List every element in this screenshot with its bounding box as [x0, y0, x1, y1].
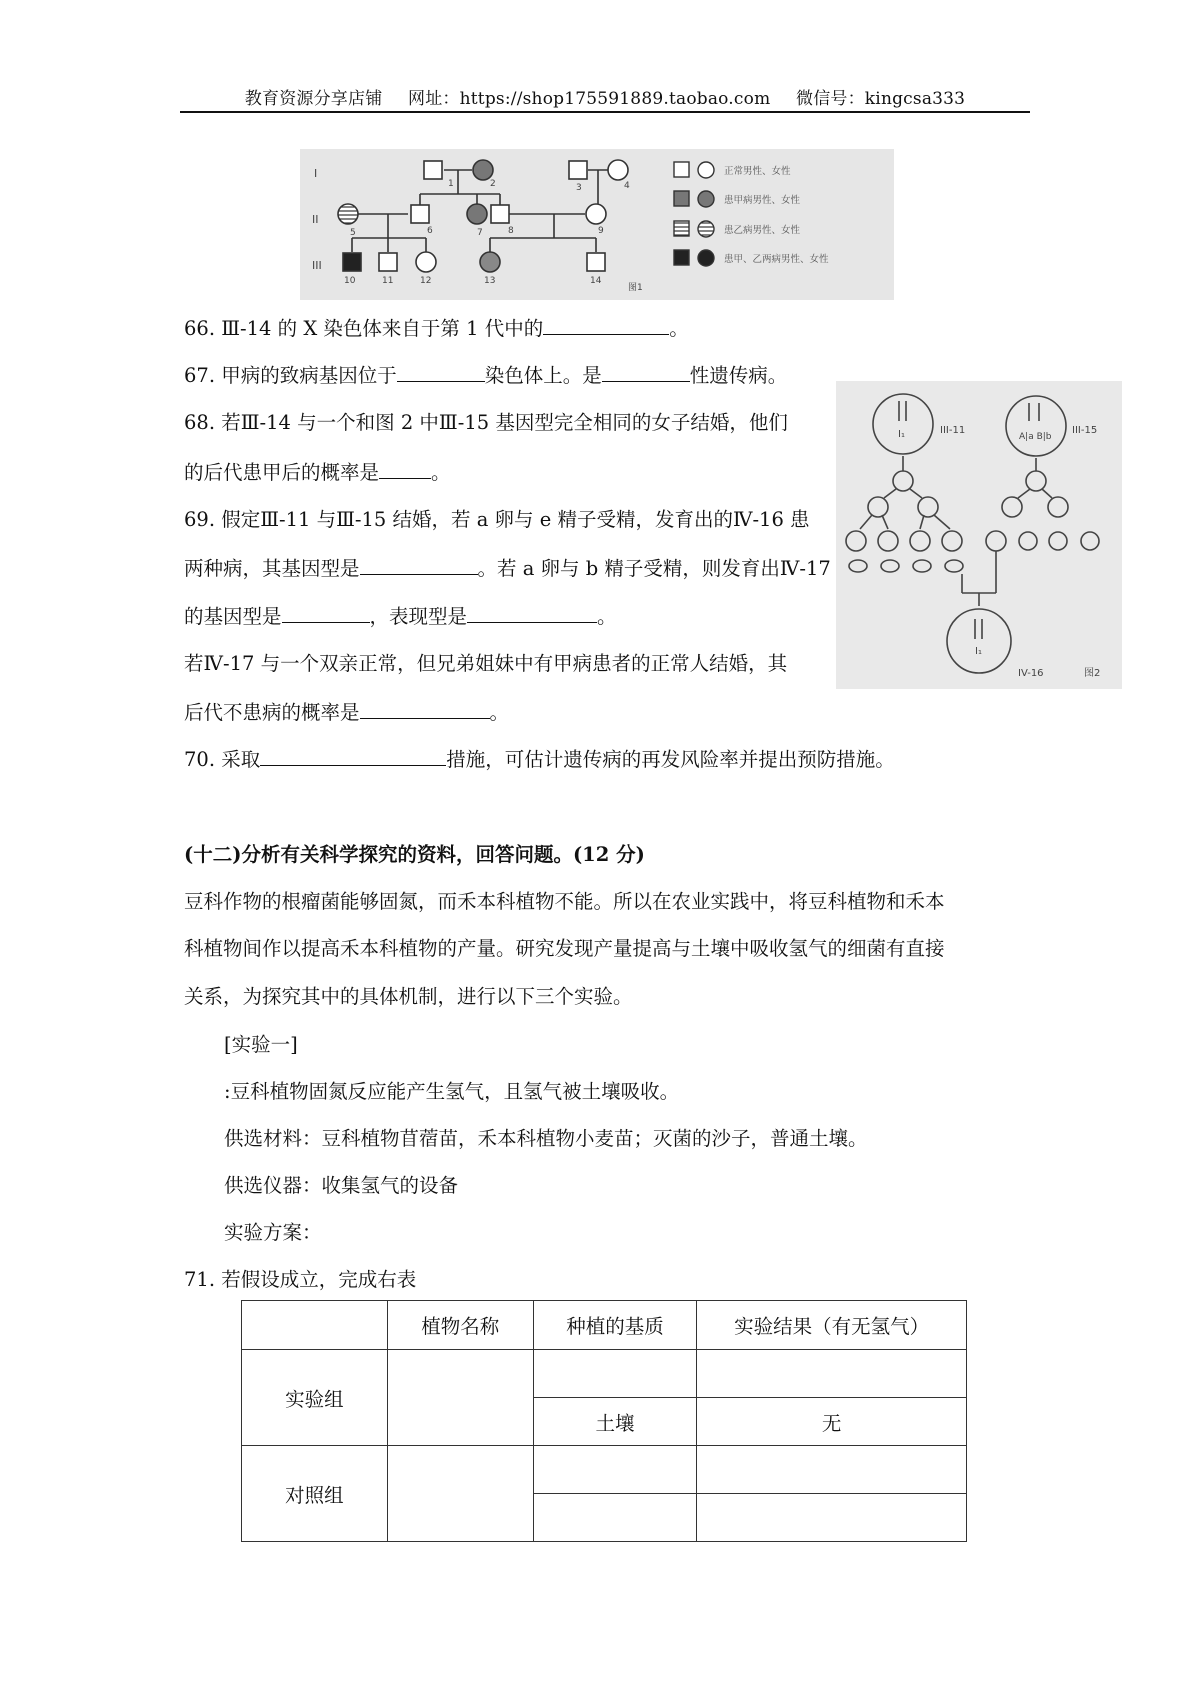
question-69-line2	[184, 554, 831, 583]
q69-text-1: 两种病，其基因型是	[184, 557, 360, 580]
q69-text-5: 。	[597, 605, 617, 628]
materials: 供选材料：豆科植物苜蓿苗，禾本科植物小麦苗；灭菌的沙子，普通土壤。	[224, 1127, 868, 1150]
q66-text: 66. Ⅲ-14 的 X 染色体来自于第 1 代中的	[184, 317, 544, 340]
table-header-plant: 植物名称	[387, 1301, 533, 1350]
q69-end: 。	[489, 701, 510, 724]
instruments: 供选仪器：收集氢气的设备	[224, 1174, 459, 1197]
q69-blank-phenotype-17[interactable]	[467, 602, 597, 623]
table-header-row	[242, 1301, 967, 1350]
q67-blank-2[interactable]	[602, 361, 690, 382]
legend-both: 患甲、乙两病男性、女性	[724, 254, 829, 265]
header-url: 网址：https://shop175591889.taobao.com	[408, 89, 771, 109]
section-12-para-1: 豆科作物的根瘤菌能够固氮，而禾本科植物不能。所以在农业实践中，将豆科植物和禾本	[184, 890, 945, 913]
figure1-caption: 图1	[628, 283, 643, 293]
section-12-para-2: 科植物间作以提高禾本科植物的产量。研究发现产量提高与土壤中吸收氢气的细菌有直接	[184, 937, 945, 960]
question-67	[184, 361, 787, 390]
q69-blank-genotype-17[interactable]	[282, 602, 370, 623]
q68-blank[interactable]	[379, 458, 431, 479]
member-6: 6	[427, 226, 433, 236]
question-69-line3	[184, 602, 617, 631]
member-1: 1	[448, 179, 454, 189]
question-68-line2	[184, 458, 451, 487]
q67-blank-1[interactable]	[397, 361, 485, 382]
table-row	[242, 1446, 967, 1494]
question-69-line4: 若Ⅳ-17 与一个双亲正常，但兄弟姐妹中有甲病患者的正常人结婚，其	[184, 652, 788, 675]
section-12-para-3: 关系，为探究其中的具体机制，进行以下三个实验。	[184, 985, 633, 1008]
gen-label-1: I	[314, 167, 318, 180]
fig2-caption: 图2	[1084, 668, 1101, 679]
q67-text-3: 性遗传病。	[689, 364, 788, 387]
table-row	[242, 1350, 967, 1398]
q68-end: 。	[431, 461, 451, 484]
q67-text-2: 染色体上。是	[484, 364, 602, 387]
member-8: 8	[508, 226, 514, 236]
gamete-diagram	[836, 381, 1122, 689]
experiment-table	[241, 1300, 967, 1542]
exp-substrate-cell-2: 土壤	[533, 1398, 697, 1446]
legend-disease-b: 患乙病男性、女性	[724, 225, 801, 236]
legend-disease-a: 患甲病男性、女性	[724, 195, 801, 206]
ctrl-substrate-cell-2[interactable]	[533, 1494, 697, 1542]
table-header-corner	[242, 1301, 388, 1350]
page-header	[180, 84, 1030, 109]
pedigree-figure	[300, 149, 894, 300]
hypothesis: :豆科植物固氮反应能产生氢气，且氢气被土壤吸收。	[224, 1080, 680, 1103]
ctrl-substrate-cell-1[interactable]	[533, 1446, 697, 1494]
q66-end: 。	[669, 317, 689, 340]
question-71: 71. 若假设成立，完成右表	[184, 1268, 417, 1291]
q70-blank[interactable]	[260, 745, 446, 766]
gen-label-3: III	[312, 259, 322, 272]
table-header-substrate: 种植的基质	[533, 1301, 697, 1350]
section-12-title: (十二)分析有关科学探究的资料，回答问题。(12 分)	[184, 843, 645, 866]
ctrl-result-cell-2[interactable]	[697, 1494, 967, 1542]
q68-text: 的后代患甲后的概率是	[184, 461, 380, 484]
q69-text-3: 的基因型是	[184, 605, 282, 628]
group-experimental: 实验组	[242, 1350, 388, 1446]
q69-text-2: 。若 a 卵与 b 精子受精，则发育出Ⅳ-17	[477, 557, 831, 580]
member-10: 10	[344, 276, 356, 286]
header-rule	[180, 111, 1030, 113]
q69-blank-genotype[interactable]	[360, 554, 478, 575]
question-70	[184, 745, 895, 774]
table-header-result: 实验结果（有无氢气）	[697, 1301, 967, 1350]
member-12: 12	[420, 276, 432, 286]
exp-result-cell-1[interactable]	[697, 1350, 967, 1398]
member-7: 7	[477, 228, 483, 238]
fig2-child-genes: I₁	[975, 646, 982, 657]
question-66	[184, 314, 689, 343]
q70-text-2: 措施，可估计遗传病的再发风险率并提出预防措施。	[446, 748, 895, 771]
question-68-line1: 68. 若Ⅲ-14 与一个和图 2 中Ⅲ-15 基因型完全相同的女子结婚，他们	[184, 411, 788, 434]
fig2-right-genes: A|a B|b	[1019, 432, 1052, 442]
fig2-label-left: III-11	[940, 425, 966, 436]
question-69-line5	[184, 698, 509, 727]
ctrl-result-cell-1[interactable]	[697, 1446, 967, 1494]
fig2-label-bottom: IV-16	[1018, 668, 1044, 679]
member-5: 5	[350, 228, 356, 238]
legend-normal: 正常男性、女性	[724, 166, 791, 177]
q69-text-6: 后代不患病的概率是	[184, 701, 360, 724]
member-2: 2	[490, 179, 496, 189]
member-4: 4	[624, 181, 630, 191]
q69-blank-probability[interactable]	[360, 698, 490, 719]
experiment-1-label: [实验一]	[224, 1033, 298, 1056]
header-shop: 教育资源分享店铺	[244, 89, 383, 109]
group-control: 对照组	[242, 1446, 388, 1542]
q67-text: 67. 甲病的致病基因位于	[184, 364, 397, 387]
member-9: 9	[598, 226, 604, 236]
member-11: 11	[382, 276, 394, 286]
exp-result-cell-2: 无	[697, 1398, 967, 1446]
header-wechat: 微信号：kingcsa333	[796, 89, 966, 109]
q66-blank[interactable]	[543, 314, 669, 335]
ctrl-plant-cell[interactable]	[387, 1446, 533, 1542]
q70-text: 70. 采取	[184, 748, 261, 771]
member-13: 13	[484, 276, 496, 286]
fig2-left-genes: I₁	[898, 429, 905, 440]
exp-substrate-cell-1[interactable]	[533, 1350, 697, 1398]
q69-text-4: ，表现型是	[369, 605, 468, 628]
fig2-label-right: III-15	[1072, 425, 1098, 436]
plan: 实验方案：	[224, 1221, 322, 1244]
exp-plant-cell[interactable]	[387, 1350, 533, 1446]
member-3: 3	[576, 183, 582, 193]
gen-label-2: II	[312, 213, 319, 226]
member-14: 14	[590, 276, 602, 286]
question-69-line1: 69. 假定Ⅲ-11 与Ⅲ-15 结婚，若 a 卵与 e 精子受精，发育出的Ⅳ-16 患	[184, 508, 810, 531]
